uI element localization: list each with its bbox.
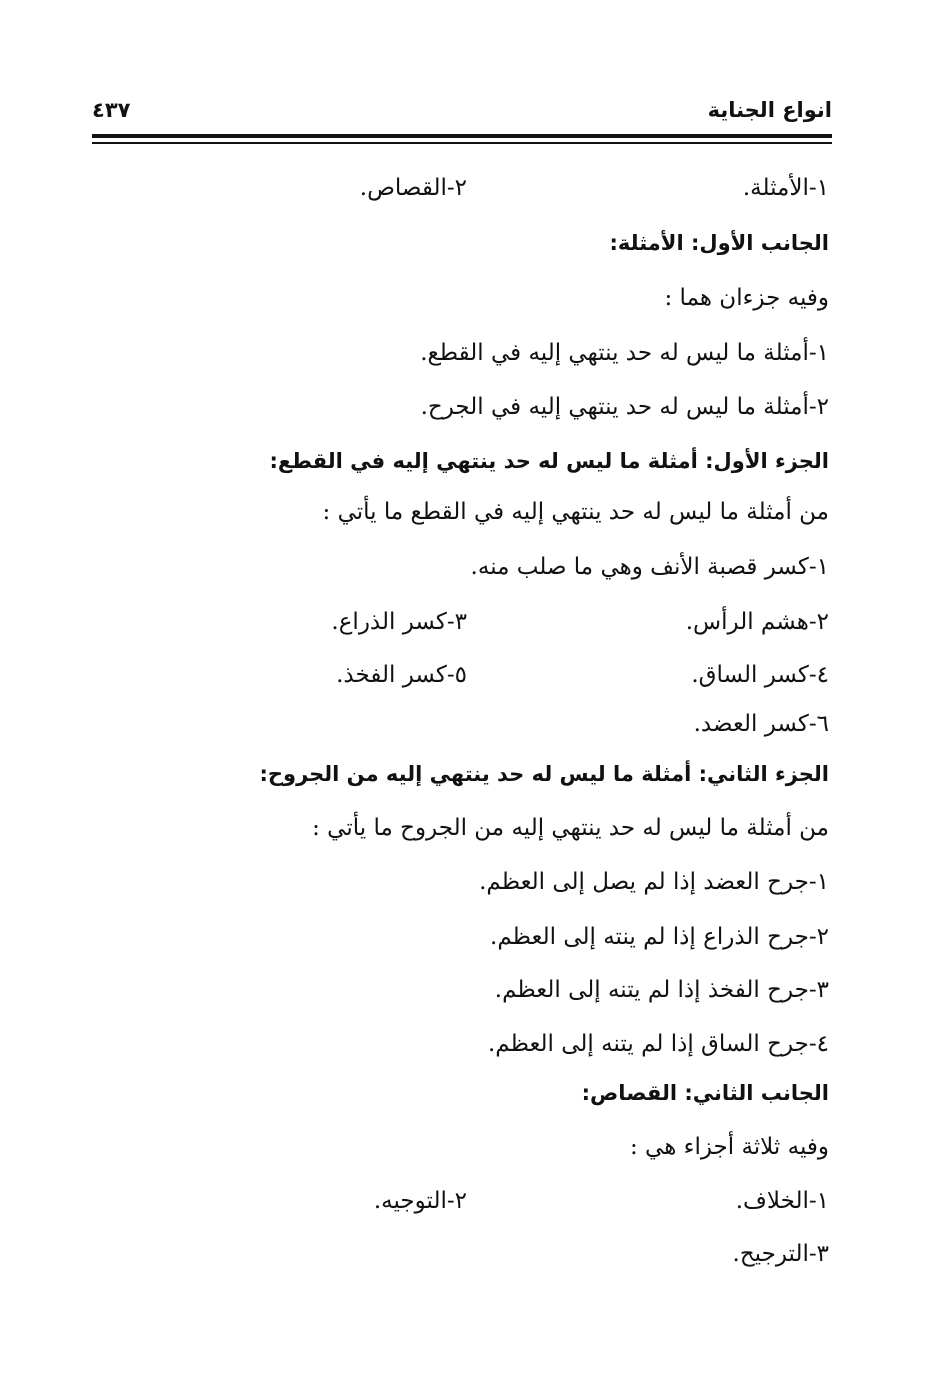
list-item: ٢-القصاص. — [359, 175, 467, 201]
list-line-two-columns — [189, 1181, 829, 1221]
list-item: ٣-كسر الذراع. — [331, 609, 467, 635]
header-rule-thick — [92, 134, 832, 138]
list-item: ٤-جرح الساق إذا لم يتنه إلى العظم. — [487, 1031, 829, 1057]
list-item: ٥-كسر الفخذ. — [336, 662, 467, 688]
list-line-two-columns — [189, 602, 829, 642]
paragraph-line: وفيه ثلاثة أجزاء هي : — [629, 1134, 829, 1160]
list-item: ٢-جرح الذراع إذا لم ينته إلى العظم. — [490, 924, 829, 950]
paragraph-line: من أمثلة ما ليس له حد ينتهي إليه في القطع ما يأتي : — [322, 499, 829, 525]
list-item: ٣-الترجيح. — [732, 1241, 829, 1267]
running-title: انواع الجناية — [707, 98, 832, 122]
list-item: ١-الخلاف. — [735, 1188, 829, 1214]
section-heading: الجانب الثاني: القصاص: — [581, 1081, 829, 1105]
page-header — [92, 96, 832, 130]
list-line-two-columns — [189, 655, 829, 695]
list-item: ٦-كسر العضد. — [693, 711, 829, 737]
header-rule-thin — [92, 142, 832, 144]
section-heading: الجانب الأول: الأمثلة: — [609, 231, 829, 255]
paragraph-line: وفيه جزءان هما : — [664, 285, 829, 311]
list-item: ٢-التوجيه. — [373, 1188, 467, 1214]
list-line-two-columns — [189, 168, 829, 208]
list-item: ١-أمثلة ما ليس له حد ينتهي إليه في القطع. — [420, 340, 829, 366]
page-number: ٤٣٧ — [92, 98, 131, 122]
list-item: ٤-كسر الساق. — [691, 662, 829, 688]
list-item: ١-الأمثلة. — [742, 175, 829, 201]
list-item: ٣-جرح الفخذ إذا لم يتنه إلى العظم. — [494, 977, 829, 1003]
list-item: ٢-هشم الرأس. — [685, 609, 829, 635]
list-item: ٢-أمثلة ما ليس له حد ينتهي إليه في الجرح. — [420, 394, 829, 420]
paragraph-line: من أمثلة ما ليس له حد ينتهي إليه من الجروح ما يأتي : — [312, 815, 829, 841]
list-item: ١-كسر قصبة الأنف وهي ما صلب منه. — [470, 554, 829, 580]
subsection-heading: الجزء الأول: أمثلة ما ليس له حد ينتهي إليه في القطع: — [269, 449, 829, 473]
subsection-heading: الجزء الثاني: أمثلة ما ليس له حد ينتهي إليه من الجروح: — [259, 762, 829, 786]
list-item: ١-جرح العضد إذا لم يصل إلى العظم. — [479, 869, 829, 895]
